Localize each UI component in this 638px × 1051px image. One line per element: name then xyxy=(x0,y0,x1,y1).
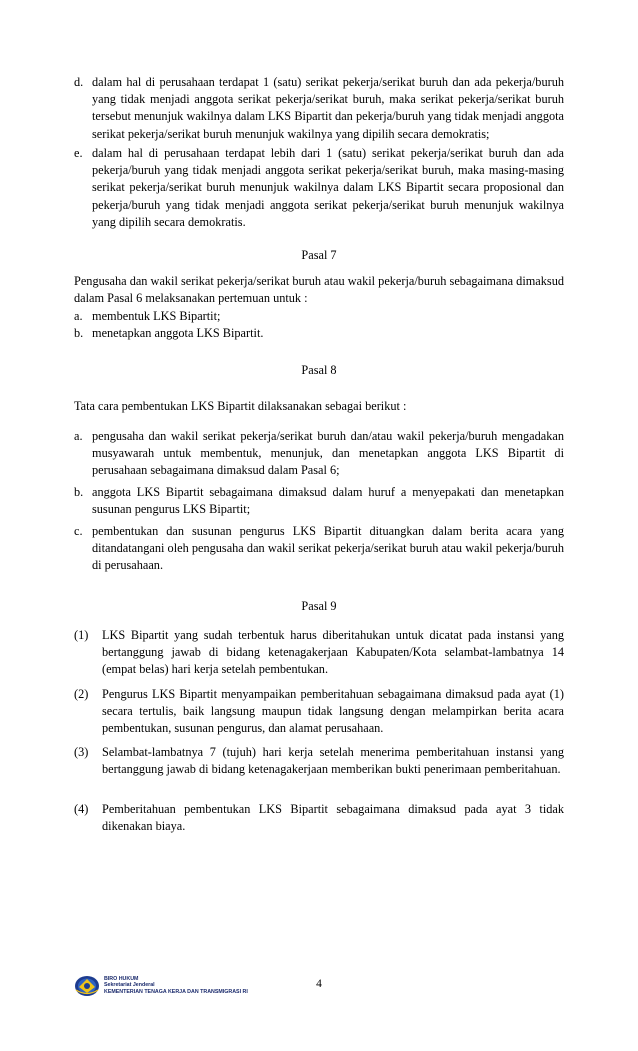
list-marker: a. xyxy=(74,309,83,323)
page-number: 4 xyxy=(316,978,322,990)
list-item-text: Pengurus LKS Bipartit menyampaikan pemberitahuan sebagaimana dimaksud pada ayat (1) secara tertulis, baik langsung maupun tidak langsung dengan melampirkan berita acara pembentukan, susunan pengurus, dan alamat perusahaan. xyxy=(102,687,564,736)
list-item-text: Selambat-lambatnya 7 (tujuh) hari kerja setelah menerima pemberitahuan instansi yang bertanggung jawab di bidang ketenagakerjaan memberikan bukti penerimaan pemberitahuan. xyxy=(102,745,564,777)
list-item-text: membentuk LKS Bipartit; xyxy=(92,309,221,323)
list-item-text: pembentukan dan susunan pengurus LKS Bipartit dituangkan dalam berita acara yang ditandatangani oleh pengusaha dan wakil serikat pekerja/serikat buruh atau wakil pekerja/buruh di perusahaan. xyxy=(92,524,564,573)
pasal-9-heading: Pasal 9 xyxy=(301,599,337,613)
list-item-text: pengusaha dan wakil serikat pekerja/serikat buruh dan/atau wakil pekerja/buruh mengadakan musyawarah untuk membentuk, menunjuk, dan menetapkan anggota LKS Bipartit di perusahaan sebagaimana dimaksud dalam Pasal 6; xyxy=(92,429,564,478)
list-marker: (2) xyxy=(74,687,89,701)
pasal-8-heading: Pasal 8 xyxy=(301,363,337,377)
pasal-7-intro: Pengusaha dan wakil serikat pekerja/serikat buruh atau wakil pekerja/buruh sebagaimana dimaksud dalam Pasal 6 melaksanakan pertemuan untuk : xyxy=(74,274,564,306)
footer-line-3: KEMENTERIAN TENAGA KERJA DAN TRANSMIGRASI RI xyxy=(104,988,248,995)
list-marker: e. xyxy=(74,146,83,160)
list-item xyxy=(74,627,564,679)
list-item xyxy=(74,484,564,518)
list-item xyxy=(74,145,564,231)
list-marker: c. xyxy=(74,524,83,538)
list-item xyxy=(74,744,564,778)
list-marker: d. xyxy=(74,75,84,89)
pasal-7-heading: Pasal 7 xyxy=(301,248,337,262)
list-item xyxy=(74,74,564,143)
footer-line-1: BIRO HUKUM xyxy=(104,976,139,982)
list-item xyxy=(74,325,564,342)
pasal-8-intro: Tata cara pembentukan LKS Bipartit dilaksanakan sebagai berikut : xyxy=(74,399,407,413)
list-item-text: menetapkan anggota LKS Bipartit. xyxy=(92,326,264,340)
list-item-text: dalam hal di perusahaan terdapat 1 (satu) serikat pekerja/serikat buruh dan ada pekerja/buruh yang tidak menjadi anggota serikat pekerja/serikat buruh, maka serikat pekerja/serikat buruh tersebut menunjuk wakilnya dalam LKS Bipartit dan pekerja/buruh yang tidak menjadi anggota serikat pekerja/serikat buruh menunjuk wakilnya yang dipilih secara demokratis; xyxy=(92,75,564,141)
list-item-text: anggota LKS Bipartit sebagaimana dimaksud dalam huruf a menyepakati dan menetapkan susunan pengurus LKS Bipartit; xyxy=(92,485,564,517)
list-item xyxy=(74,801,564,835)
list-marker: (1) xyxy=(74,628,89,642)
list-item-text: Pemberitahuan pembentukan LKS Bipartit sebagaimana dimaksud pada ayat 3 tidak dikenakan biaya. xyxy=(102,802,564,834)
list-item xyxy=(74,428,564,480)
footer-line-2: Sekretariat Jenderal xyxy=(104,982,155,989)
list-marker: (3) xyxy=(74,745,89,759)
list-item-text: LKS Bipartit yang sudah terbentuk harus diberitahukan untuk dicatat pada instansi yang bertanggung jawab di bidang ketenagakerjaan Kabupaten/Kota selambat-lambatnya 14 (empat belas) hari kerja setelah pembentukan. xyxy=(102,628,564,677)
list-item xyxy=(74,523,564,575)
list-marker: (4) xyxy=(74,802,89,816)
list-item xyxy=(74,686,564,738)
list-item xyxy=(74,308,564,325)
list-marker: b. xyxy=(74,326,84,340)
list-marker: a. xyxy=(74,429,83,443)
list-item-text: dalam hal di perusahaan terdapat lebih dari 1 (satu) serikat pekerja/serikat buruh dan ada pekerja/buruh yang tidak menjadi anggota serikat pekerja/serikat buruh, maka masing-masing serikat pekerja/serikat buruh menunjuk wakilnya dalam LKS Bipartit secara proposional dan pekerja/buruh yang tidak menjadi anggota serikat pekerja/serikat buruh menunjuk wakilnya yang dipilih secara demokratis. xyxy=(92,146,564,229)
list-marker: b. xyxy=(74,485,84,499)
